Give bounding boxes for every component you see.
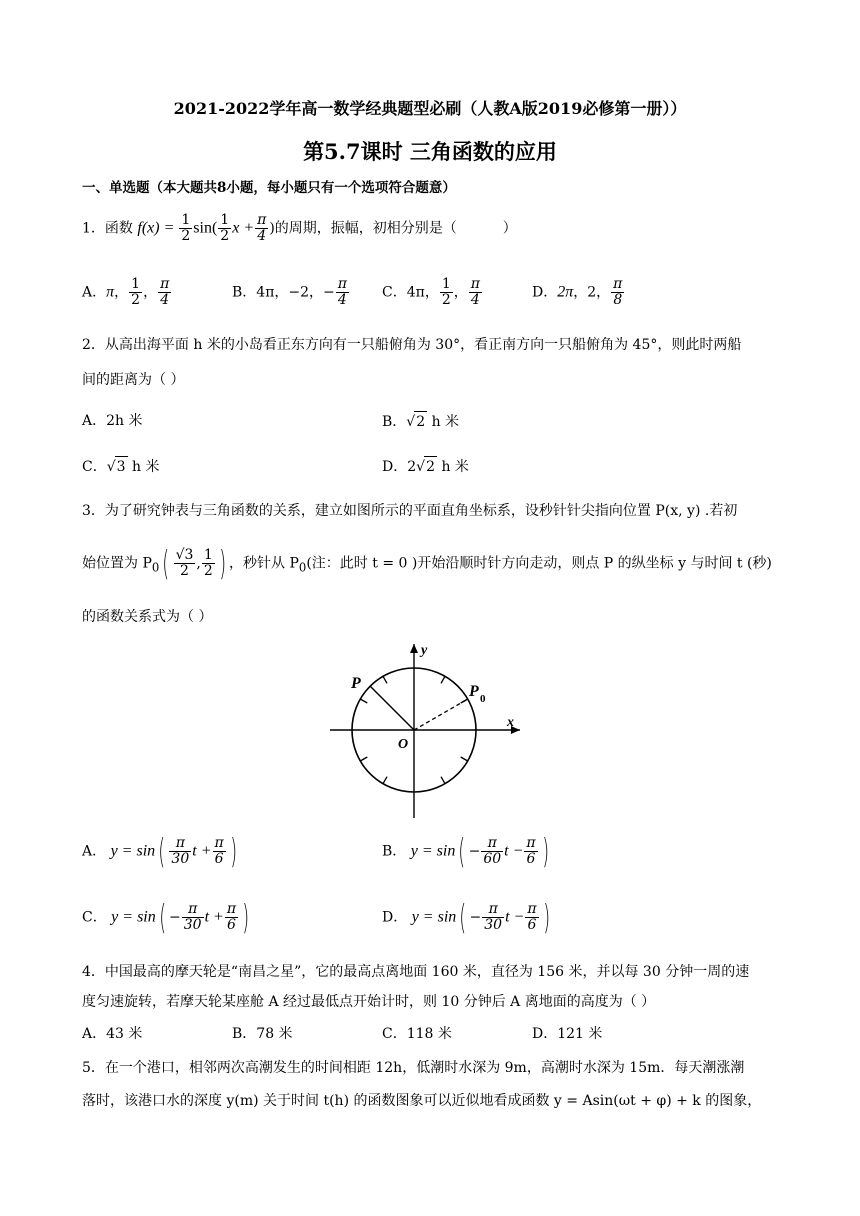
fraction: $\frac{\pi}{8}$ xyxy=(613,276,623,308)
option-label: B． xyxy=(232,284,257,301)
clock-diagram xyxy=(325,640,525,820)
question-text: 在一个港口，相邻两次高潮发生的时间相距 12h，低潮时水深为 9m，高潮时水深为 15m．每天潮涨潮 xyxy=(104,1060,745,1076)
question-1-stem xyxy=(82,213,517,244)
fraction: $\frac{1}{2}$ xyxy=(220,212,230,244)
fraction: $\frac{\pi}{6}$ xyxy=(214,835,224,867)
q2-option-c[interactable]: C．√3 h 米 xyxy=(82,456,159,477)
fraction: $\frac{\pi}{4}$ xyxy=(337,276,347,308)
x-term: x + xyxy=(232,219,255,237)
option-value: 121 米 xyxy=(557,1026,603,1042)
question-3-stem-cont: 始位置为 $P_0$( $\frac{√3}{2}$ , $\frac{1}{2}$ ) ，秒针从 $P_0$(注：此时 t = 0 )开始沿顺时针方向走动，则点 P 的纵坐标 y 与时间 t (秒) xyxy=(82,543,772,584)
q4-option-a[interactable] xyxy=(82,1024,142,1044)
q3-option-a[interactable]: A． y = sin( $\frac{\pi}{30}$ t + $\frac{\pi}{6}$ ) xyxy=(82,831,237,872)
q1-option-c[interactable]: C．4π， $\frac{1}{2}$ ， $\frac{\pi}{4}$ xyxy=(382,276,480,308)
option-label: D． xyxy=(382,909,408,926)
formula: t + xyxy=(204,908,224,926)
q2-option-b[interactable]: B．√2 h 米 xyxy=(382,411,459,432)
question-number: 1． xyxy=(82,220,105,237)
subscript: 0 xyxy=(151,560,160,575)
option-value: 4π xyxy=(256,284,275,301)
sin-label: sin( xyxy=(193,219,218,237)
radicand: 2 xyxy=(414,411,427,432)
y-axis-label: y xyxy=(421,643,428,658)
fraction: $\frac{1}{2}$ xyxy=(203,547,213,579)
x-axis-label: x xyxy=(507,715,514,730)
fraction: $\frac{\pi}{30}$ xyxy=(171,835,190,867)
fraction: $\frac{\pi}{60}$ xyxy=(483,835,502,867)
option-label: D． xyxy=(532,284,558,301)
option-label: C． xyxy=(382,284,407,301)
radicand: 3 xyxy=(115,456,128,477)
option-value: h 米 xyxy=(427,414,460,430)
section-heading: 一、单选题（本大题共8小题，每小题只有一个选项符合题意） xyxy=(82,180,456,196)
question-5-stem xyxy=(82,1058,744,1078)
point-p0-label: P xyxy=(469,683,479,700)
q2-option-a[interactable] xyxy=(82,411,143,431)
minus-sign: − xyxy=(468,843,481,860)
q3-option-b[interactable]: B． y = sin( − $\frac{\pi}{60}$ t − $\frac{\pi}{6}$ ) xyxy=(382,831,549,872)
option-label: B． xyxy=(382,843,407,860)
question-text: ，秒针从 P xyxy=(229,555,299,572)
question-text: ） xyxy=(502,220,517,237)
question-4-stem-cont: 度匀速旋转，若摩天轮某座舱 A 经过最低点开始计时，则 10 分钟后 A 离地面的高度为（ ） xyxy=(82,994,656,1010)
q3-option-c[interactable]: C． y = sin( − $\frac{\pi}{30}$ t + $\frac{\pi}{6}$ ) xyxy=(82,897,249,938)
formula: y = sin xyxy=(410,842,456,860)
minus-sign: − xyxy=(169,909,181,926)
q4-option-b[interactable] xyxy=(232,1024,293,1044)
minus-sign: − xyxy=(323,284,335,301)
formula: t + xyxy=(192,842,212,860)
question-number: 2． xyxy=(82,337,105,353)
option-value: 118 米 xyxy=(406,1026,452,1042)
q4-option-c[interactable] xyxy=(382,1024,452,1044)
question-text: )的周期，振幅，初相分别是（ xyxy=(269,220,457,237)
option-label: A． xyxy=(82,413,107,429)
option-value: −2 xyxy=(288,284,310,301)
fraction: $\frac{\pi}{4}$ xyxy=(470,276,480,308)
option-label: B． xyxy=(232,1026,257,1042)
question-3-stem-end: 的函数关系式为（ ） xyxy=(82,609,213,625)
second-hand-p0 xyxy=(414,699,468,730)
question-text: 中国最高的摩天轮是“南昌之星”，它的最高点离地面 160 米，直径为 156 米，并以每 30 分钟一周的速 xyxy=(104,964,750,980)
minus-sign: − xyxy=(469,909,482,926)
second-hand-p xyxy=(370,686,414,730)
question-text: 始位置为 P xyxy=(82,555,152,572)
function-name: f(x) = xyxy=(137,219,179,237)
question-text: 为了研究钟表与三角函数的关系，建立如图所示的平面直角坐标系，设秒针针尖指向位置 P(x, y) .若初 xyxy=(104,503,738,519)
formula: y = sin xyxy=(411,908,457,926)
option-value: 2 xyxy=(587,284,597,301)
point-p-label: P xyxy=(351,675,361,692)
option-label: A． xyxy=(82,284,107,301)
q2-option-d[interactable]: D．2√2 h 米 xyxy=(382,456,469,477)
q4-option-d[interactable] xyxy=(532,1024,602,1044)
option-label: D． xyxy=(382,459,408,475)
question-text: 从高出海平面 h 米的小岛看正东方向有一只船俯角为 30°，看正南方向一只船俯角为 45°，则此时两船 xyxy=(104,337,742,353)
option-label: C． xyxy=(82,909,107,926)
option-value: h 米 xyxy=(127,459,160,475)
q1-option-d[interactable]: D．2π，2， $\frac{\pi}{8}$ xyxy=(532,276,623,308)
q3-option-d[interactable]: D． y = sin( − $\frac{\pi}{30}$ t − $\frac{\pi}{6}$ ) xyxy=(382,897,550,938)
question-number: 3． xyxy=(82,503,105,519)
lesson-subtitle: 第5.7课时 三角函数的应用 xyxy=(303,139,557,164)
subscript: 0 xyxy=(298,560,307,575)
fraction: $\frac{\pi}{4}$ xyxy=(160,276,170,308)
question-3-stem xyxy=(82,501,737,521)
formula: t − xyxy=(505,908,525,926)
question-number: 5． xyxy=(82,1060,105,1076)
option-label: A． xyxy=(82,843,107,860)
formula: y = sin xyxy=(110,842,156,860)
fraction: $\frac{\pi}{6}$ xyxy=(526,835,536,867)
question-text: (注：此时 t = 0 )开始沿顺时针方向走动，则点 P 的纵坐标 y 与时间 t (秒) xyxy=(306,555,772,572)
point-p0-subscript: 0 xyxy=(480,693,486,705)
option-value: 4π xyxy=(406,284,425,301)
origin-label: O xyxy=(398,737,409,752)
q1-option-b[interactable]: B．4π，−2，− $\frac{\pi}{4}$ xyxy=(232,276,347,308)
option-value: h 米 xyxy=(437,459,469,475)
formula: t − xyxy=(504,842,524,860)
coefficient: 2 xyxy=(407,459,417,475)
fraction: $\frac{\pi}{30}$ xyxy=(484,901,503,933)
question-2-stem-cont: 间的距离为（ ） xyxy=(82,372,185,388)
option-value: 78 米 xyxy=(256,1026,293,1042)
formula: y = sin xyxy=(111,908,156,926)
question-2-stem xyxy=(82,335,741,355)
option-value: π xyxy=(106,283,115,301)
option-label: B． xyxy=(382,414,407,430)
option-value: 2π xyxy=(557,283,574,301)
option-label: C． xyxy=(82,459,107,475)
y-axis-arrow-icon xyxy=(410,644,418,653)
fraction: $\frac{1}{2}$ xyxy=(441,276,451,308)
option-value: 2h 米 xyxy=(106,413,143,429)
question-4-stem xyxy=(82,962,749,982)
q1-option-a[interactable]: A．π， $\frac{1}{2}$ ， $\frac{\pi}{4}$ xyxy=(82,276,170,308)
fraction: $\frac{\pi}{4}$ xyxy=(257,212,267,244)
fraction: $\frac{\pi}{6}$ xyxy=(527,901,537,933)
question-5-stem-cont: 落时，该港口水的深度 y(m) 关于时间 t(h) 的函数图象可以近似地看成函数 y = Asin(ωt + φ) + k 的图象， xyxy=(82,1093,762,1109)
fraction: $\frac{1}{2}$ xyxy=(181,212,191,244)
fraction: $\frac{√3}{2}$ xyxy=(175,547,194,579)
option-value: 43 米 xyxy=(106,1026,143,1042)
worksheet-title: 2021-2022学年高一数学经典题型必刷（人教A版2019必修第一册）） xyxy=(173,99,687,118)
fraction: $\frac{\pi}{6}$ xyxy=(226,901,237,933)
fraction: $\frac{\pi}{30}$ xyxy=(183,901,202,933)
option-label: D． xyxy=(532,1026,558,1042)
question-text: 函数 xyxy=(104,220,133,237)
option-label: C． xyxy=(382,1026,407,1042)
radicand: 2 xyxy=(424,456,437,477)
question-number: 4． xyxy=(82,964,105,980)
fraction: $\frac{1}{2}$ xyxy=(131,276,141,308)
option-label: A． xyxy=(82,1026,107,1042)
